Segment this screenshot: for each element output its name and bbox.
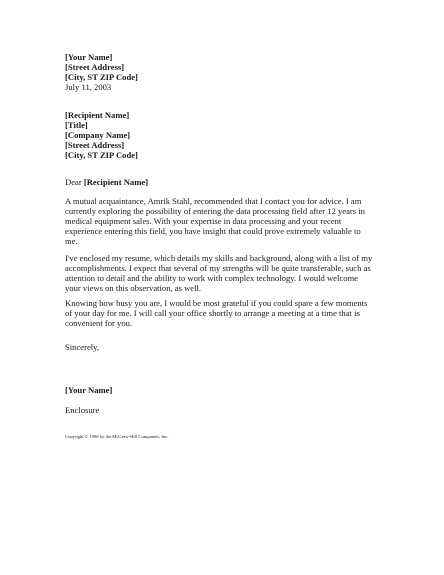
sender-street: [Street Address] [65,62,125,72]
closing [65,342,385,352]
paragraph-line: convenient for you. [65,318,133,328]
recipient-company: [Company Name] [65,130,131,140]
salutation-name: [Recipient Name] [83,177,149,187]
signature-block [65,385,385,395]
enclosure-block [65,405,385,415]
signature-name: [Your Name] [65,385,113,395]
recipient-block [65,110,385,160]
paragraph-line: your views on this observation, as well. [65,283,202,293]
paragraph-line: currently exploring the possibility of entering the data processing field after 12 years in [65,206,365,216]
paragraph-line: of your day for me. I will call your office shortly to arrange a meeting at a time that is [65,308,360,318]
paragraph-line: medical equipment sales. With your expertise in data processing and your recent [65,216,342,226]
recipient-city: [City, ST ZIP Code] [65,150,138,160]
salutation [65,177,385,187]
sender-name: [Your Name] [65,52,113,62]
body-paragraph-2 [65,253,385,293]
recipient-name: [Recipient Name] [65,110,130,120]
enclosure-text: Enclosure [65,405,100,415]
body-paragraph-1 [65,196,385,246]
closing-text: Sincerely, [65,342,100,352]
recipient-title: [Title] [65,120,88,130]
paragraph-line: I've enclosed my resume, which details my skills and background, along with a list of my [65,253,373,263]
body-paragraph-3 [65,298,385,328]
paragraph-line: Knowing how busy you are, I would be most grateful if you could spare a few moments [65,298,368,308]
paragraph-line: me. [65,236,78,246]
paragraph-line: attention to detail and the ability to work with complex technology. I would welcome [65,273,358,283]
recipient-street: [Street Address] [65,140,125,150]
salutation-prefix: Dear [65,177,84,187]
sender-block [65,52,385,92]
copyright-notice: Copyright © 1996 by the McGraw-Hill Companies, Inc. [65,434,169,439]
paragraph-line: experience entering this field, you have insight that could prove extremely valuable to [65,226,361,236]
paragraph-line: accomplishments. I expect that several of my strengths will be quite transferable, such as [65,263,371,273]
sender-city: [City, ST ZIP Code] [65,72,138,82]
paragraph-line: A mutual acquaintance, Amrik Stahl, recommended that I contact you for advice. I am [65,196,362,206]
letter-date: July 11, 2003 [65,82,112,92]
